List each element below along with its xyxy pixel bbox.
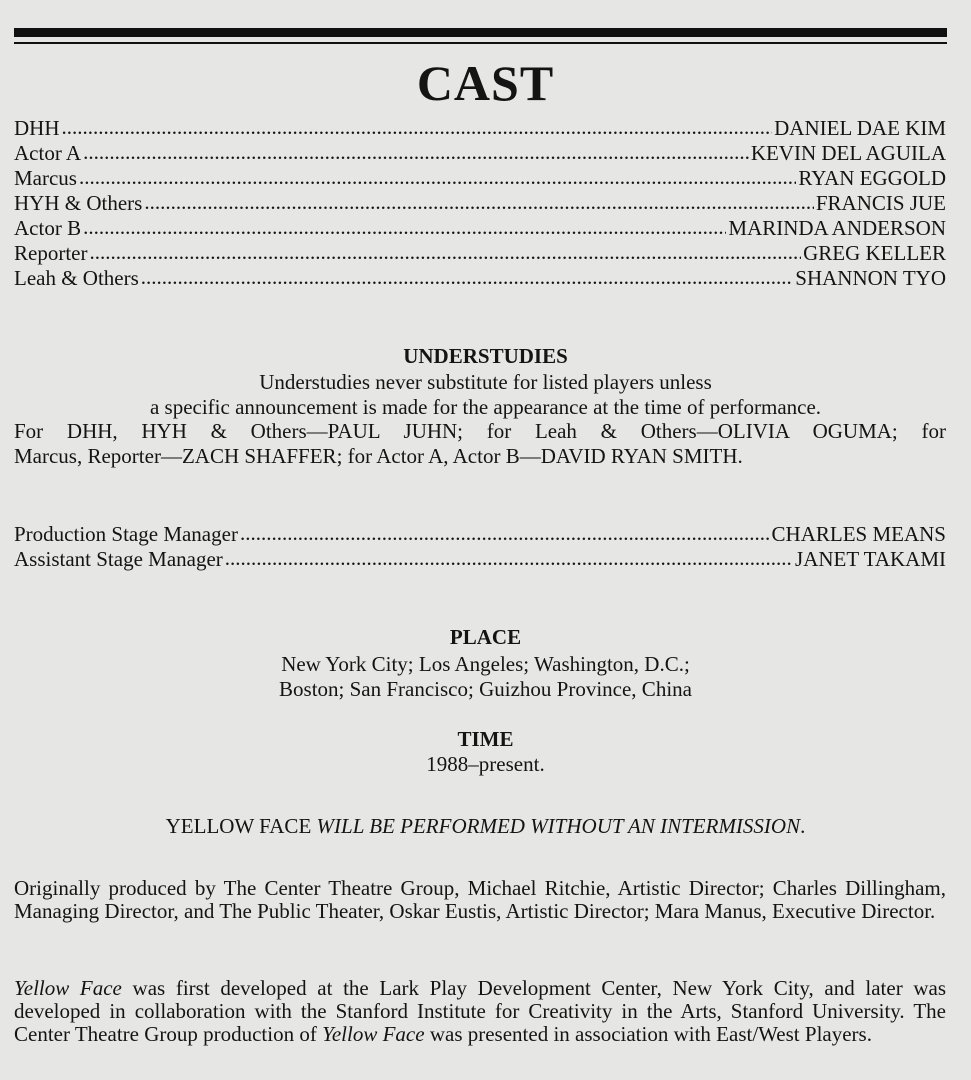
cast-actor: RYAN EGGOLD [798,166,946,190]
leader-dots [79,165,796,190]
leader-dots [240,521,770,546]
cast-row [14,166,946,191]
show-title-italic: Yellow Face [322,1022,425,1046]
cast-role: Reporter [14,241,88,265]
leader-dots [62,115,773,140]
credit-text: was first developed at the Lark Play Development Center, New York City, and later was developed in collaboration with the Stanford Institute for Creativity in the Arts, Stanford University. The Center Theatre Group production of [14,976,946,1046]
cast-actor: MARINDA ANDERSON [728,216,946,240]
leader-dots [225,546,793,571]
leader-dots [89,240,801,265]
top-rule-thin [14,42,947,44]
place-line: Boston; San Francisco; Guizhou Province, China [279,677,692,701]
cast-role: HYH & Others [14,191,143,215]
cast-role: Actor A [14,141,82,165]
cast-row [14,141,946,166]
understudies-heading: UNDERSTUDIES [403,344,568,368]
cast-role: Actor B [14,216,82,240]
show-title-italic: Yellow Face [14,976,122,1000]
show-title: YELLOW FACE [165,814,317,838]
intermission-period: . [800,814,806,838]
place-heading: PLACE [449,625,522,649]
leader-dots [144,190,814,215]
understudies-line: For DHH, HYH & Others—PAUL JUHN; for Leah & Others—OLIVIA OGUMA; for [14,419,946,443]
understudies-line: Understudies never substitute for listed players unless [259,370,712,394]
understudies-line: a specific announcement is made for the appearance at the time of performance. [149,395,822,419]
cast-role: DHH [14,116,60,140]
development-credit [14,977,946,1046]
staff-name: CHARLES MEANS [771,522,946,546]
staff-role: Production Stage Manager [14,522,238,546]
top-rule-thick [14,28,947,37]
cast-row [14,216,946,241]
cast-actor: KEVIN DEL AGUILA [750,141,946,165]
cast-row [14,191,946,216]
cast-actor: SHANNON TYO [795,266,946,290]
production-credit: Originally produced by The Center Theatre Group, Michael Ritchie, Artistic Director; Charles Dillingham, Managing Director, and The Public Theater, Oskar Eustis, Artistic Director; Mara Manus, Executive Director. [14,876,946,923]
cast-role: Marcus [14,166,77,190]
intermission-note [0,814,971,839]
staff-name: JANET TAKAMI [795,547,946,571]
leader-dots [83,215,726,240]
cast-actor: DANIEL DAE KIM [774,116,946,140]
intermission-text: WILL BE PERFORMED WITHOUT AN INTERMISSION [316,814,801,838]
credit-text: was presented in association with East/West Players. [424,1022,872,1046]
time-heading: TIME [457,727,514,751]
cast-actor: GREG KELLER [803,241,946,265]
staff-row [14,522,946,547]
time-value: 1988–present. [426,752,545,776]
cast-actor: FRANCIS JUE [815,191,946,215]
cast-row [14,241,946,266]
cast-row [14,266,946,291]
page-title: CAST [416,55,555,111]
staff-row [14,547,946,572]
cast-row [14,116,946,141]
understudies-line: Marcus, Reporter—ZACH SHAFFER; for Actor A, Actor B—DAVID RYAN SMITH. [14,444,743,468]
staff-role: Assistant Stage Manager [14,547,223,571]
cast-role: Leah & Others [14,266,139,290]
leader-dots [141,265,794,290]
leader-dots [83,140,749,165]
place-line: New York City; Los Angeles; Washington, D.C.; [281,652,690,676]
